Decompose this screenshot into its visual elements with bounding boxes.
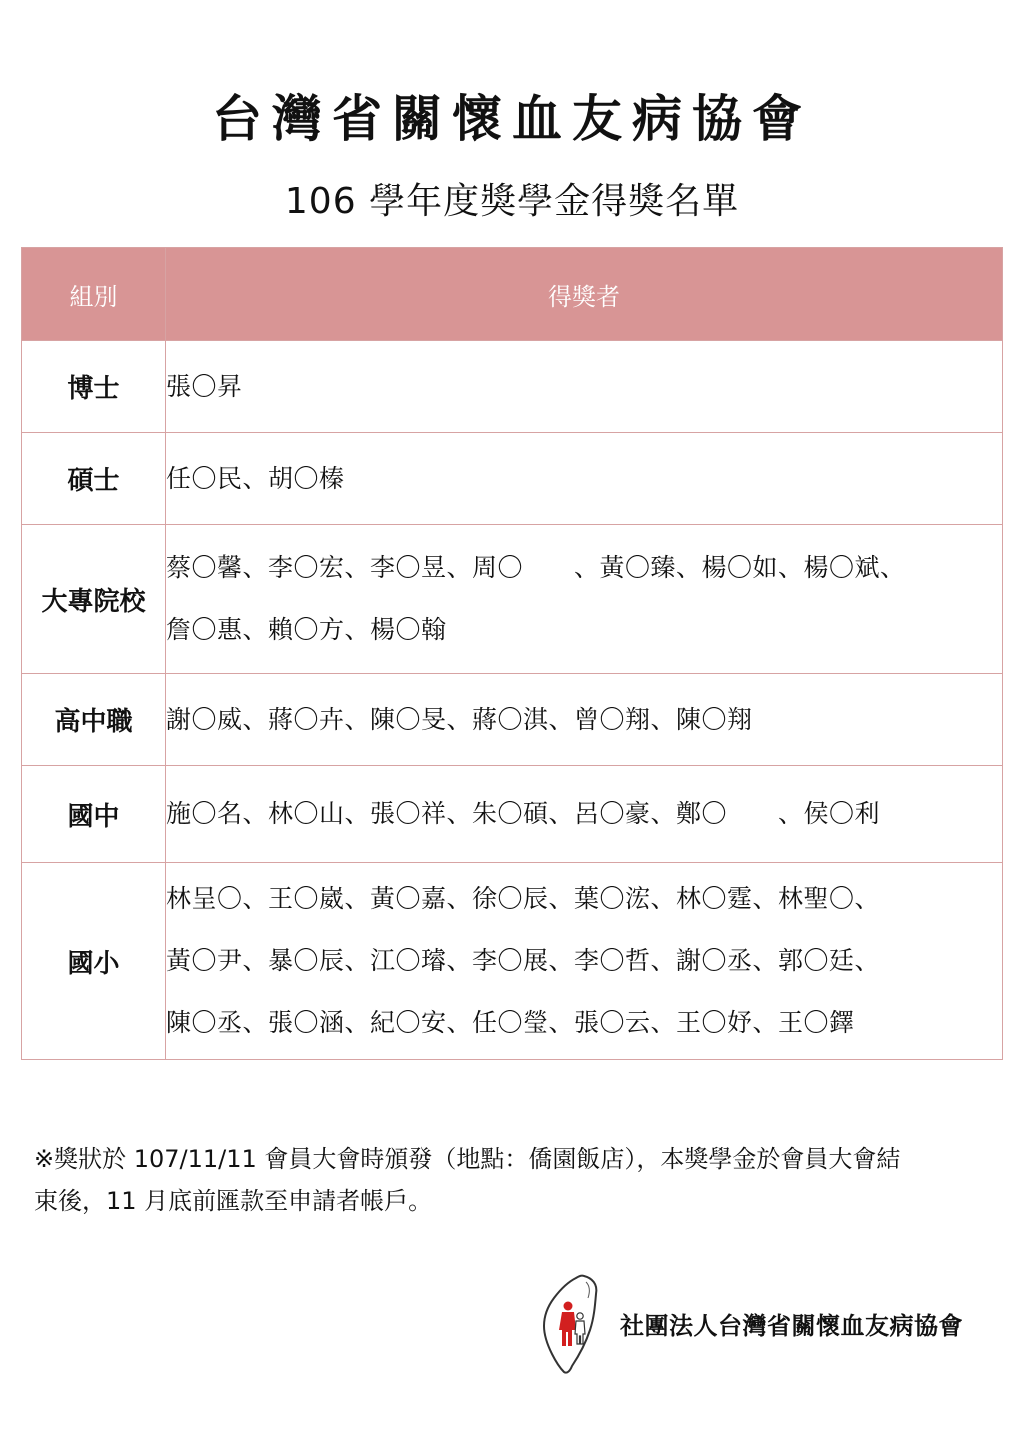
logo-figure-small-body [575,1321,585,1344]
winner-line: 詹〇惠、賴〇方、楊〇翰 [166,615,447,644]
group-label: 碩士 [22,433,166,525]
winner-line: 黃〇尹、暴〇辰、江〇璿、李〇展、李〇哲、謝〇丞、郭〇廷、 [166,946,881,975]
note-line: ※獎狀於 107/11/11 會員大會時頒發（地點：僑園飯店），本獎學金於會員大會結 [34,1145,901,1173]
group-label: 博士 [22,341,166,433]
awards-table [21,247,1003,1060]
document-subtitle: 106 學年度獎學金得獎名單 [284,181,740,222]
award-note [34,1138,994,1222]
logo-figure-small-head [577,1313,583,1319]
winner-line: 林呈〇、王〇崴、黃〇嘉、徐〇辰、葉〇浤、林〇霆、林聖〇、 [166,884,881,913]
winner-line: 謝〇威、蔣〇卉、陳〇旻、蔣〇淇、曾〇翔、陳〇翔 [166,704,753,734]
logo-figure-large-head [564,1302,573,1311]
group-label: 國中 [22,766,166,863]
note-line: 束後，11 月底前匯款至申請者帳戶。 [34,1187,433,1215]
winner-list [166,766,1003,863]
column-header-winners: 得獎者 [166,248,1003,341]
table-header-row [22,248,1003,341]
winner-line: 張〇昇 [166,371,243,401]
winner-line: 陳〇丞、張〇涵、紀〇安、任〇瑩、張〇云、王〇妤、王〇鐸 [166,1008,855,1037]
winner-list [166,341,1003,433]
table-row [22,433,1003,525]
winner-list [166,433,1003,525]
winner-line: 任〇民、胡〇榛 [166,463,345,493]
table-row [22,341,1003,433]
winner-line: 施〇名、林〇山、張〇祥、朱〇碩、呂〇豪、鄭〇 、侯〇利 [166,799,881,828]
winner-list [166,863,1003,1060]
table-row [22,525,1003,674]
winner-list [166,674,1003,766]
taiwan-map-people-icon [540,1272,604,1376]
document-title: 台灣省關懷血友病協會 [212,90,812,148]
group-label: 大專院校 [22,525,166,674]
table-row [22,674,1003,766]
table-row [22,863,1003,1060]
table-row [22,766,1003,863]
group-label: 高中職 [22,674,166,766]
group-label: 國小 [22,863,166,1060]
winner-list [166,525,1003,674]
column-header-group: 組別 [22,248,166,341]
winner-line: 蔡〇馨、李〇宏、李〇昱、周〇 、黃〇臻、楊〇如、楊〇斌、 [166,553,906,582]
organization-name: 社團法人台灣省關懷血友病協會 [620,1312,963,1340]
